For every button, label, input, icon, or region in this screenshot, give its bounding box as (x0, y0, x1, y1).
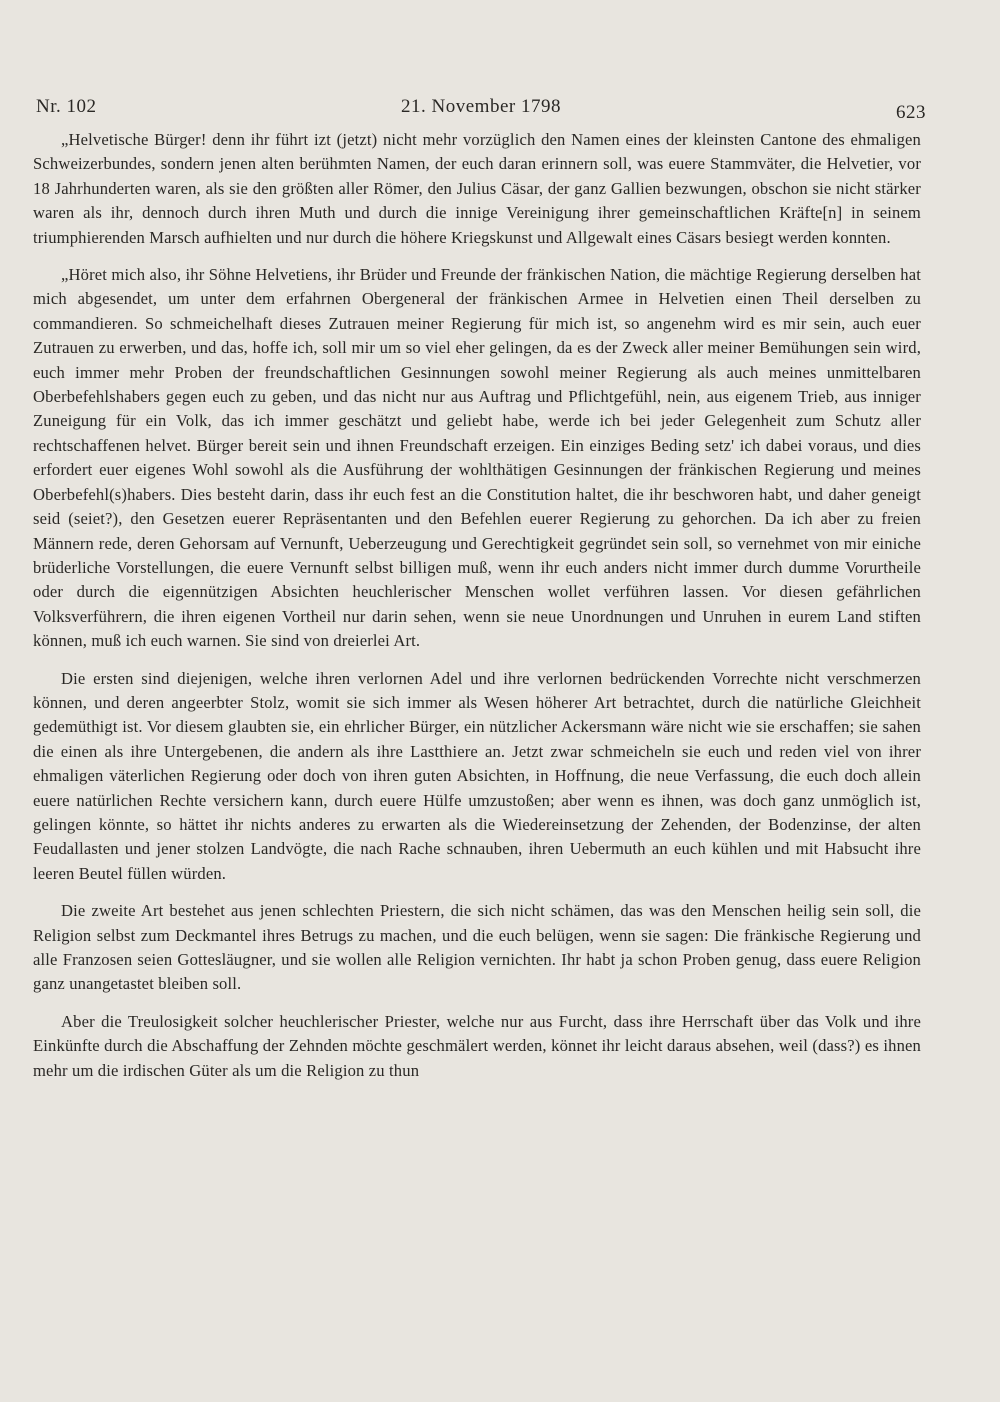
paragraph-text: Die ersten sind diejenigen, welche ihren verlornen Adel und ihre verlornen bedrückenden Vorrechte nicht verschmerzen können, und deren angeerbter Stolz, womit sie sich immer als Wesen höherer Art betrachtet, durch die natürliche Gleichheit gedemüthigt ist. Vor diesem glaubten sie, ein ehrlicher Bürger, ein nützlicher Ackersmann wäre nicht wie sie erschaffen; sie sahen die einen als ihre Untergebenen, die andern als ihre Lastthiere an. Jetzt zwar schmeicheln sie euch und reden viel von ihrer ehmaligen väterlichen Regierung oder doch von ihren guten Absichten, in Hoffnung, die neue Verfassung, die euch doch allein euere natürlichen Rechte versichern kann, durch euere Hülfe umzustoßen; aber wenn es ihnen, was doch ganz unmöglich ist, gelingen könnte, so hättet ihr nichts anderes zu erwarten als die Wiedereinsetzung der Zehenden, der Bodenzinse, der alten Feudallasten und jener stolzen Landvögte, die nach Rache schnauben, ihren Uebermuth an euch kühlen und mit Habsucht ihre leeren Beutel füllen würden. (33, 668, 921, 883)
paragraph-text: Aber die Treulosigkeit solcher heuchlerischer Priester, welche nur aus Furcht, dass ihre Herrschaft über das Volk und ihre Einkünfte durch die Abschaffung der Zehnden möchte geschmälert werden, könnet ihr leicht daraus absehen, weil (dass?) es ihnen mehr um die irdischen Güter als um die Religion zu thun (33, 1011, 921, 1080)
document-date: 21. November 1798 (401, 96, 561, 117)
document-number: Nr. 102 (36, 96, 97, 117)
paragraph (33, 128, 921, 250)
paragraph (33, 1010, 921, 1083)
paragraph-text: „Höret mich also, ihr Söhne Helvetiens, ihr Brüder und Freunde der fränkischen Nation, die mächtige Regierung derselben hat mich abgesendet, um unter dem erfahrnen Obergeneral der fränkischen Armee in Helvetien einen Theil derselben zu commandieren. So schmeichelhaft dieses Zutrauen meiner Regierung für mich ist, so angenehm wird es mir sein, auch euer Zutrauen zu erwerben, und das, hoffe ich, soll mir um so viel eher gelingen, da es der Zweck aller meiner Bemühungen sein wird, euch immer mehr Proben der freundschaftlichen Gesinnungen sowohl meiner Regierung als auch meines unmittelbaren Oberbefehlshabers gegen euch zu geben, und das nicht nur aus Auftrag und Pflichtgefühl, nein, aus eigenem Trieb, aus inniger Zuneigung für ein Volk, das ich immer geschätzt und geliebt habe, werde ich bei jeder Gelegenheit zum Schutz aller rechtschaffenen helvet. Bürger bereit sein und ihnen Freundschaft erzeigen. Ein einziges Beding setz' ich dabei voraus, und dies erfordert euer eigenes Wohl sowohl als die Ausführung der wohlthätigen Gesinnungen der fränkischen Regierung und meines Oberbefehl(s)habers. Dies besteht darin, dass ihr euch fest an die Constitution haltet, die ihr beschworen habt, und daher geneigt seid (seiet?), den Gesetzen euerer Repräsentanten und den Befehlen euerer Regierung zu gehorchen. Da ich aber zu freien Männern rede, deren Gehorsam auf Vernunft, Ueberzeugung und Gerechtigkeit gegründet sein soll, so vernehmet von mir einiche brüderliche Vorstellungen, die euere Vernunft selbst billigen muß, wenn ihr euch anders nicht immer durch dumme Vorurtheile oder durch die eigennützigen Absichten heuchlerischer Menschen wollet verführen lassen. Vor diesen gefährlichen Volksverführern, die ihren eigenen Vortheil nur darin sehen, wenn sie neue Unordnungen und Unruhen in eurem Land stiften können, muß ich euch warnen. Sie sind von dreierlei Art. (33, 265, 921, 651)
page-body (33, 128, 921, 1096)
paragraph (33, 263, 921, 654)
paragraph-text: „Helvetische Bürger! denn ihr führt izt (jetzt) nicht mehr vorzüglich den Namen eines der kleinsten Cantone des ehmaligen Schweizerbundes, sondern jenen alten berühmten Namen, der euch daran erinnern soll, was euere Stammväter, die Helvetier, vor 18 Jahrhunderten waren, als sie den größten aller Römer, den Julius Cäsar, der ganz Gallien bezwungen, obschon sie nicht stärker waren als ihr, dennoch durch ihren Muth und durch die innige Vereinigung ihrer gemeinschaftlichen Kräfte[n] in seinem triumphierenden Marsch aufhielten und nur durch die höhere Kriegskunst und Allgewalt eines Cäsars besiegt werden konnten. (33, 130, 921, 247)
paragraph (33, 899, 921, 997)
page-number: 623 (896, 102, 926, 123)
page-header (36, 96, 926, 122)
paragraph (33, 667, 921, 887)
paragraph-text: Die zweite Art bestehet aus jenen schlechten Priestern, die sich nicht schämen, das was den Menschen heilig sein soll, die Religion selbst zum Deckmantel ihres Betrugs zu machen, und die euch belügen, wenn sie sagen: Die fränkische Regierung und alle Franzosen seien Gottesläugner, und sie wollen alle Religion vernichten. Ihr habt ja schon Proben genug, dass euere Religion ganz unangetastet bleiben soll. (33, 901, 921, 994)
